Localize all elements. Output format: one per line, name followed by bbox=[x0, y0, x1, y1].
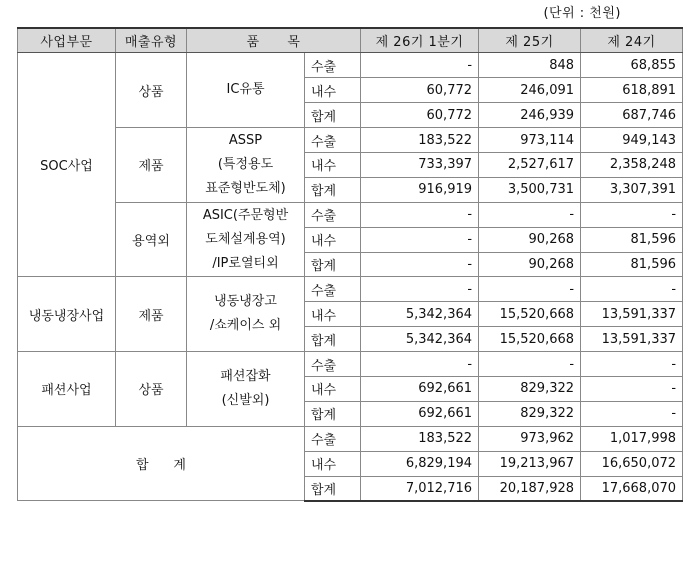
table-row bbox=[18, 53, 683, 78]
item-line: 표준형반도체) bbox=[205, 180, 286, 196]
value-cell: - bbox=[581, 202, 683, 227]
table-row bbox=[18, 352, 683, 377]
value-cell: 2,358,248 bbox=[581, 152, 683, 177]
value-cell: 733,397 bbox=[361, 152, 479, 177]
table-body bbox=[18, 53, 683, 501]
item-cell bbox=[187, 53, 305, 128]
value-cell: - bbox=[581, 401, 683, 426]
value-cell: 848 bbox=[479, 53, 581, 78]
total-value-cell: 16,650,072 bbox=[581, 451, 683, 476]
sales-type-cell: 용역외 bbox=[116, 202, 187, 277]
sales-type-cell: 상품 bbox=[116, 53, 187, 128]
value-cell: 246,091 bbox=[479, 78, 581, 103]
value-cell: - bbox=[361, 277, 479, 302]
total-value-cell: 20,187,928 bbox=[479, 476, 581, 501]
value-cell: - bbox=[581, 352, 683, 377]
sub-label-cell: 수출 bbox=[305, 426, 361, 451]
value-cell: 60,772 bbox=[361, 78, 479, 103]
header-period-25: 제 25기 bbox=[479, 28, 581, 53]
total-value-cell: 183,522 bbox=[361, 426, 479, 451]
item-cell bbox=[187, 128, 305, 203]
value-cell: - bbox=[361, 352, 479, 377]
sales-type-cell: 제품 bbox=[116, 128, 187, 203]
item-cell bbox=[187, 277, 305, 352]
header-period-26q1: 제 26기 1분기 bbox=[361, 28, 479, 53]
value-cell: - bbox=[479, 352, 581, 377]
value-cell: 949,143 bbox=[581, 128, 683, 153]
sub-label-cell: 수출 bbox=[305, 53, 361, 78]
value-cell: 81,596 bbox=[581, 227, 683, 252]
total-value-cell: 6,829,194 bbox=[361, 451, 479, 476]
value-cell: 692,661 bbox=[361, 401, 479, 426]
value-cell: 5,342,364 bbox=[361, 302, 479, 327]
value-cell: - bbox=[361, 202, 479, 227]
value-cell: 916,919 bbox=[361, 177, 479, 202]
sub-label-cell: 합계 bbox=[305, 103, 361, 128]
value-cell: - bbox=[361, 227, 479, 252]
value-cell: 829,322 bbox=[479, 401, 581, 426]
unit-note: (단위 : 천원) bbox=[543, 6, 621, 21]
value-cell: 13,591,337 bbox=[581, 302, 683, 327]
value-cell: 15,520,668 bbox=[479, 327, 581, 352]
total-row bbox=[18, 426, 683, 451]
value-cell: 687,746 bbox=[581, 103, 683, 128]
sub-label-cell: 수출 bbox=[305, 277, 361, 302]
sub-label-cell: 내수 bbox=[305, 302, 361, 327]
sub-label-cell: 합계 bbox=[305, 177, 361, 202]
value-cell: 15,520,668 bbox=[479, 302, 581, 327]
value-cell: - bbox=[581, 277, 683, 302]
item-cell bbox=[187, 352, 305, 427]
item-line: 냉동냉장고 bbox=[214, 294, 277, 310]
segment-cell: 패션사업 bbox=[18, 352, 116, 427]
item-cell bbox=[187, 202, 305, 277]
item-line: (특정용도 bbox=[217, 156, 274, 172]
value-cell: 183,522 bbox=[361, 128, 479, 153]
value-cell: 60,772 bbox=[361, 103, 479, 128]
table-row bbox=[18, 202, 683, 227]
value-cell: - bbox=[361, 53, 479, 78]
value-cell: 2,527,617 bbox=[479, 152, 581, 177]
table-row bbox=[18, 128, 683, 153]
total-label-cell: 합 계 bbox=[18, 426, 305, 501]
value-cell: 692,661 bbox=[361, 376, 479, 401]
sub-label-cell: 수출 bbox=[305, 128, 361, 153]
sub-label-cell: 합계 bbox=[305, 252, 361, 277]
item-line: 도체설계용역) bbox=[205, 231, 286, 247]
value-cell: 81,596 bbox=[581, 252, 683, 277]
total-value-cell: 17,668,070 bbox=[581, 476, 683, 501]
value-cell: 973,114 bbox=[479, 128, 581, 153]
value-cell: 246,939 bbox=[479, 103, 581, 128]
sub-label-cell: 내수 bbox=[305, 152, 361, 177]
value-cell: 13,591,337 bbox=[581, 327, 683, 352]
header-type: 매출유형 bbox=[116, 28, 187, 53]
header-segment: 사업부문 bbox=[18, 28, 116, 53]
sub-label-cell: 합계 bbox=[305, 476, 361, 501]
segment-cell: 냉동냉장사업 bbox=[18, 277, 116, 352]
value-cell: - bbox=[361, 252, 479, 277]
value-cell: 68,855 bbox=[581, 53, 683, 78]
value-cell: 3,307,391 bbox=[581, 177, 683, 202]
item-line: /IP로열티외 bbox=[212, 255, 279, 271]
sub-label-cell: 수출 bbox=[305, 202, 361, 227]
item-line: 패션잡화 bbox=[220, 368, 271, 384]
total-value-cell: 1,017,998 bbox=[581, 426, 683, 451]
header-period-24: 제 24기 bbox=[581, 28, 683, 53]
total-value-cell: 19,213,967 bbox=[479, 451, 581, 476]
table-row bbox=[18, 277, 683, 302]
sales-type-cell: 제품 bbox=[116, 277, 187, 352]
value-cell: 90,268 bbox=[479, 227, 581, 252]
total-value-cell: 973,962 bbox=[479, 426, 581, 451]
sales-type-cell: 상품 bbox=[116, 352, 187, 427]
sub-label-cell: 합계 bbox=[305, 401, 361, 426]
sales-table bbox=[17, 27, 683, 502]
value-cell: - bbox=[479, 202, 581, 227]
sub-label-cell: 내수 bbox=[305, 376, 361, 401]
value-cell: 618,891 bbox=[581, 78, 683, 103]
item-line: IC유통 bbox=[226, 82, 265, 98]
value-cell: - bbox=[479, 277, 581, 302]
sub-label-cell: 내수 bbox=[305, 451, 361, 476]
value-cell: 90,268 bbox=[479, 252, 581, 277]
sub-label-cell: 합계 bbox=[305, 327, 361, 352]
item-line: (신발외) bbox=[221, 392, 270, 408]
value-cell: 3,500,731 bbox=[479, 177, 581, 202]
sub-label-cell: 내수 bbox=[305, 78, 361, 103]
item-line: /쇼케이스 외 bbox=[209, 318, 282, 334]
total-value-cell: 7,012,716 bbox=[361, 476, 479, 501]
header-row bbox=[18, 28, 683, 53]
value-cell: 829,322 bbox=[479, 376, 581, 401]
sub-label-cell: 수출 bbox=[305, 352, 361, 377]
value-cell: 5,342,364 bbox=[361, 327, 479, 352]
header-item: 품 목 bbox=[187, 28, 361, 53]
item-line: ASIC(주문형반 bbox=[202, 207, 289, 223]
value-cell: - bbox=[581, 376, 683, 401]
sub-label-cell: 내수 bbox=[305, 227, 361, 252]
item-line: ASSP bbox=[228, 132, 263, 148]
segment-cell: SOC사업 bbox=[18, 53, 116, 277]
